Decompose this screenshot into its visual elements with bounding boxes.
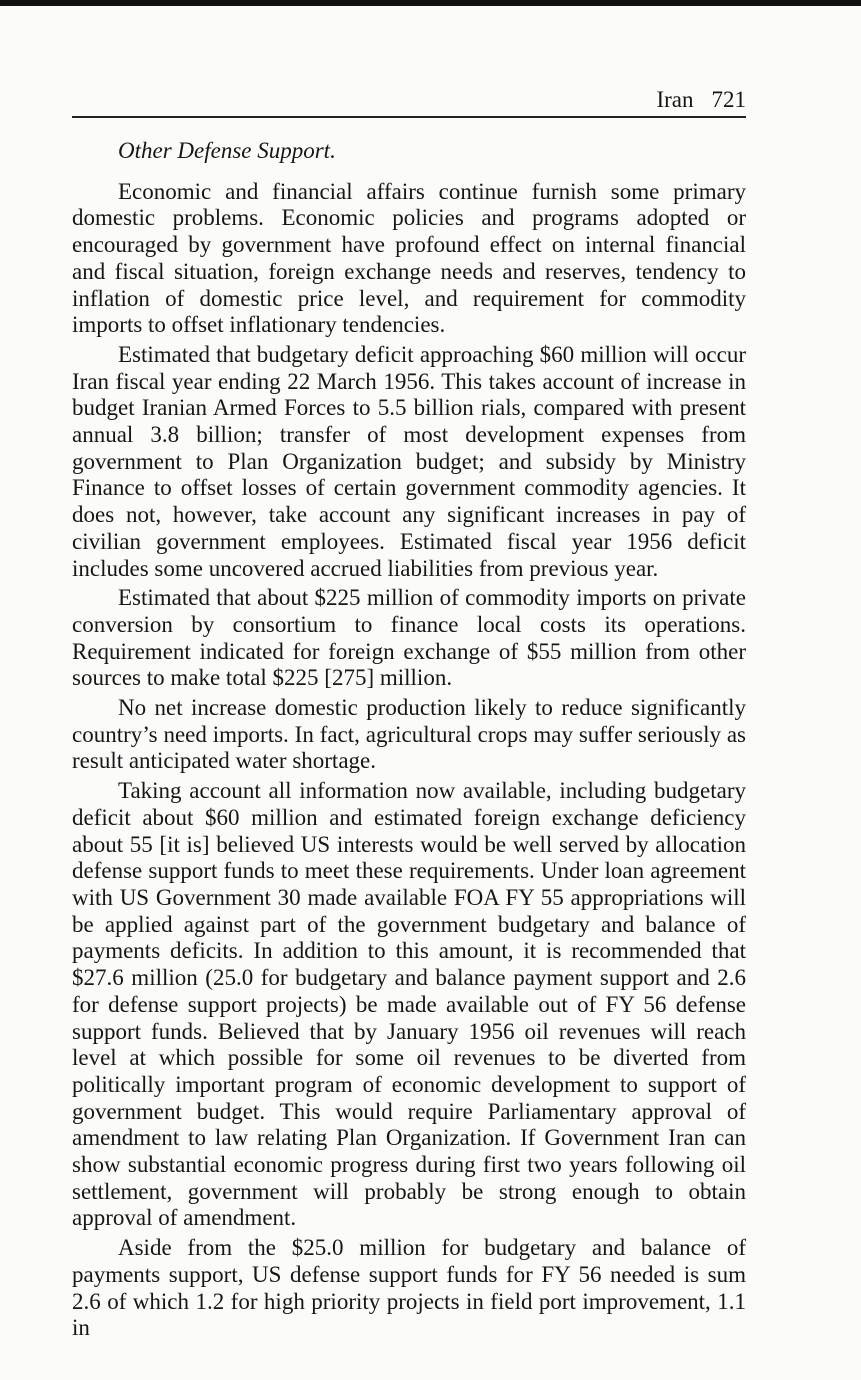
running-header [72, 84, 746, 118]
running-title: Iran [656, 87, 694, 112]
paragraph-economic-affairs: Economic and financial affairs continue furnish some primary domestic problems. Economic policies and programs adopted or encouraged by government have profound effect on internal financial and fiscal situation, foreign exchange needs and reserves, tendency to inflation of domestic price level, and requirement for commodity imports to offset inflationary tendencies. [72, 178, 746, 338]
paragraph-commodity-imports: Estimated that about $225 million of commodity imports on private conversion by consortium to finance local costs its operations. Requirement indicated for foreign exchange of $55 million from other sources to make total $225 [275] million. [72, 585, 746, 691]
section-heading: Other Defense Support. [118, 138, 336, 163]
paragraph-domestic-production: No net increase domestic production likely to reduce significantly country’s need imports. In fact, agricultural crops may suffer seriously as result anticipated water shortage. [72, 695, 746, 774]
paragraph-budget-deficit: Estimated that budgetary deficit approaching $60 million will occur Iran fiscal year ending 22 March 1956. This takes account of increase in budget Iranian Armed Forces to 5.5 billion rials, compared with present annual 3.8 billion; transfer of most development expenses from government to Plan Organization budget; and subsidy by Ministry Finance to offset losses of certain government commodity agencies. It does not, however, take account any significant increases in pay of civilian government employees. Estimated fiscal year 1956 deficit includes some uncovered accrued liabilities from previous year. [72, 341, 746, 581]
paragraph-recommendation: Taking account all information now available, including budgetary deficit about $60 million and estimated foreign exchange deficiency about 55 [it is] believed US interests would be well served by allocation defense support funds to meet these requirements. Under loan agreement with US Government 30 made available FOA FY 55 appropriations will be applied against part of the government budgetary and balance of payments deficits. In addition to this amount, it is recommended that $27.6 million (25.0 for budgetary and balance payment support and 2.6 for defense support projects) be made available out of FY 56 defense support funds. Believed that by January 1956 oil revenues will reach level at which possible for some oil revenues to be diverted from politically important program of economic development to support of government budget. This would require Parliamentary approval of amendment to law relating Plan Organization. If Government Iran can show substantial economic progress during first two years following oil settlement, government will probably be strong enough to obtain approval of amendment. [72, 778, 746, 1231]
page-number: 721 [711, 87, 746, 112]
page-top-edge [0, 0, 861, 6]
paragraph-defense-support-funds: Aside from the $25.0 million for budgetary and balance of payments support, US defense support funds for FY 56 needed is sum 2.6 of which 1.2 for high priority projects in field port improvement, 1.1 in [72, 1235, 746, 1341]
document-body [72, 138, 746, 1342]
